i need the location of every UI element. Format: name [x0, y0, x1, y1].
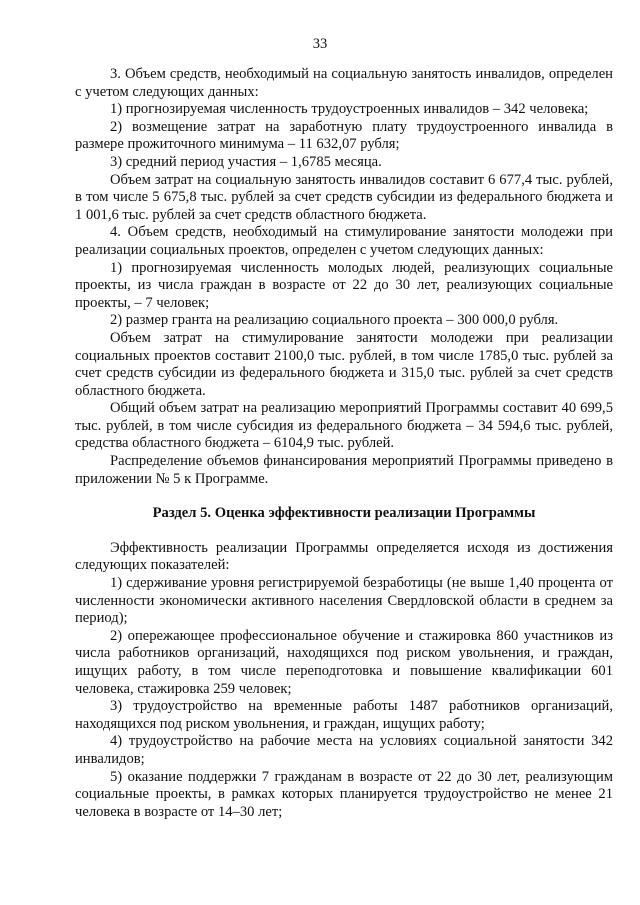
paragraph: 2) размер гранта на реализацию социального проекта – 300 000,0 рубля.: [110, 312, 559, 329]
paragraph: 2) опережающее профессиональное обучение и стажировка 860 участников из числа работников организаций, находящихся под риском увольнения, и граждан, ищущих работу, в том числе переподготовка и повышение квалификации 601 человека, стажировка 259 человек;: [75, 627, 613, 697]
paragraph: Общий объем затрат на реализацию мероприятий Программы составит 40 699,5 тыс. рублей, в том числе субсидия из федерального бюджета – 34 594,6 тыс. рублей, средства областного бюджета – 6104,9 тыс. рублей.: [75, 400, 613, 452]
paragraph: 3) средний период участия – 1,6785 месяца.: [110, 153, 382, 170]
paragraph: 2) возмещение затрат на заработную плату трудоустроенного инвалида в размере прожиточного минимума – 11 632,07 рубля;: [75, 118, 613, 153]
paragraph: 3) трудоустройство на временные работы 1487 работников организаций, находящихся под риском увольнения, и граждан, ищущих работу;: [75, 698, 613, 732]
paragraph: 1) прогнозируемая численность молодых людей, реализующих социальные проекты, из числа граждан в возрасте от 22 до 30 лет, реализующих социальные проекты, – 7 человек;: [75, 259, 613, 311]
paragraph: Эффективность реализации Программы определяется исходя из достижения следующих показателей:: [75, 539, 613, 574]
paragraph: 4) трудоустройство на рабочие места на условиях социальной занятости 342 инвалидов;: [75, 733, 613, 767]
paragraph: 3. Объем средств, необходимый на социальную занятость инвалидов, определен с учетом следующих данных:: [75, 66, 613, 100]
paragraph: 1) сдерживание уровня регистрируемой безработицы (не выше 1,40 процента от численности экономически активного населения Свердловской области в среднем за период);: [75, 575, 613, 627]
page-number: 33: [312, 36, 328, 52]
paragraph: Распределение объемов финансирования мероприятий Программы приведено в приложении № 5 к Программе.: [75, 453, 613, 487]
paragraph: 5) оказание поддержки 7 гражданам в возрасте от 22 до 30 лет, реализующим социальные проекты, в рамках которых планируется трудоустройство не менее 21 человека в возрасте от 14–30 лет;: [75, 768, 613, 820]
section-heading: Раздел 5. Оценка эффективности реализации Программы: [152, 505, 536, 522]
document-body: [75, 66, 613, 821]
paragraph: 4. Объем средств, необходимый на стимулирование занятости молодежи при реализации социальных проектов, определен с учетом следующих данных:: [75, 224, 613, 258]
paragraph: Объем затрат на стимулирование занятости молодежи при реализации социальных проектов составит 2100,0 тыс. рублей, в том числе 1785,0 тыс. рублей за счет средств субсидии из федерального бюджета и 315,0 тыс. рублей за счет средств областного бюджета.: [75, 329, 613, 399]
paragraph: 1) прогнозируемая численность трудоустроенных инвалидов – 342 человека;: [110, 101, 589, 118]
paragraph: Объем затрат на социальную занятость инвалидов составит 6 677,4 тыс. рублей, в том числе 5 675,8 тыс. рублей за счет средств субсидии из федерального бюджета и 1 001,6 тыс. рублей за счет средств областного бюджета.: [75, 171, 613, 223]
